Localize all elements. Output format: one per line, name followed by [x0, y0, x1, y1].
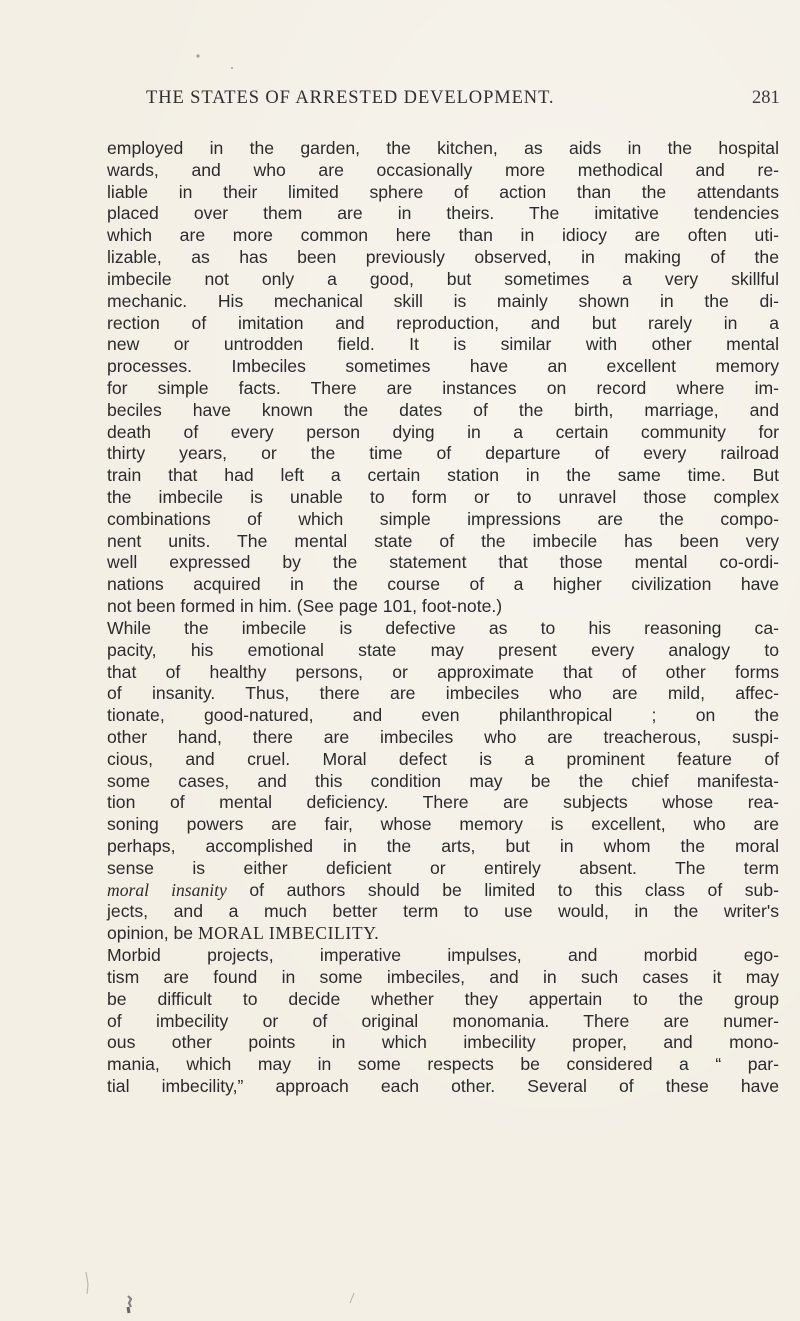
text-line: cious, and cruel. Moral defect is a prominent feature of [107, 748, 779, 769]
ink-speck [86, 1272, 88, 1294]
text-line: of imbecility or of original monomania. There are numer- [107, 1010, 779, 1031]
text-line: nations acquired in the course of a higher civilization have [107, 574, 779, 595]
ink-speck [350, 1293, 354, 1303]
text-line: imbecile not only a good, but sometimes a very skillful [107, 268, 779, 289]
ink-speck [196, 54, 199, 57]
text-line: that of healthy persons, or approximate that of other forms [107, 661, 779, 682]
text-line: rection of imitation and reproduction, and but rarely in a [107, 312, 779, 333]
text-line: which are more common here than in idiocy are often uti- [107, 225, 779, 246]
text-line: new or untrodden field. It is similar with other mental [107, 334, 779, 355]
text-line: liable in their limited sphere of action than the attendants [107, 181, 779, 202]
page-header [0, 85, 800, 115]
text-line: Morbid projects, imperative impulses, and morbid ego- [107, 945, 779, 966]
text-line: other hand, there are imbeciles who are treacherous, suspi- [107, 726, 779, 747]
text-line-prefix: opinion, be [107, 923, 198, 944]
text-line: nent units. The mental state of the imbecile has been very [107, 530, 779, 551]
text-line: perhaps, accomplished in the arts, but in whom the moral [107, 836, 779, 856]
ink-speck [128, 1296, 131, 1307]
text-line-rest: of authors should be limited to this class of sub- [226, 879, 779, 900]
ink-speck [128, 1307, 129, 1313]
text-line: pacity, his emotional state may present every analogy to [107, 639, 779, 660]
text-line: train that had left a certain station in the same time. But [107, 465, 779, 486]
text-line: well expressed by the statement that those mental co-ordi- [107, 552, 779, 573]
text-line: wards, and who are occasionally more methodical and re- [107, 159, 779, 180]
ink-speck [231, 67, 233, 69]
text-line: processes. Imbeciles sometimes have an excellent memory [107, 356, 779, 377]
text-line: lizable, as has been previously observed, in making of the [107, 247, 779, 268]
text-line [107, 923, 779, 945]
text-line: for simple facts. There are instances on record where im- [107, 377, 779, 398]
text-line: of insanity. Thus, there are imbeciles who are mild, affec- [107, 683, 779, 704]
running-head: THE STATES OF ARRESTED DEVELOPMENT. [146, 88, 555, 108]
smallcaps-term-moral-imbecility: MORAL IMBECILITY. [197, 923, 380, 944]
text-line: placed over them are in theirs. The imitative tendencies [107, 203, 779, 224]
text-line: the imbecile is unable to form or to unravel those complex [107, 487, 779, 507]
text-line: tion of mental deficiency. There are subjects whose rea- [107, 792, 779, 813]
text-line: soning powers are fair, whose memory is excellent, who are [107, 814, 779, 835]
text-line: mechanic. His mechanical skill is mainly shown in the di- [107, 290, 779, 311]
text-line: some cases, and this condition may be the chief manifesta- [107, 770, 779, 791]
text-line [107, 880, 779, 902]
text-line: mania, which may in some respects be considered a “ par- [107, 1054, 779, 1075]
text-line: beciles have known the dates of the birth, marriage, and [107, 399, 779, 420]
text-line: sense is either deficient or entirely absent. The term [107, 857, 779, 878]
text-line: be difficult to decide whether they appertain to the group [107, 988, 779, 1009]
page-number: 281 [752, 88, 780, 108]
text-line: employed in the garden, the kitchen, as aids in the hospital [107, 138, 779, 158]
text-line: tial imbecility,” approach each other. Several of these have [107, 1075, 779, 1096]
text-line: jects, and a much better term to use would, in the writer's [107, 901, 779, 922]
text-line: death of every person dying in a certain community for [107, 421, 779, 442]
text-line: not been formed in him. (See page 101, foot-note.) [107, 596, 503, 617]
text-line: combinations of which simple impressions are the compo- [107, 508, 779, 529]
text-line: tism are found in some imbeciles, and in such cases it may [107, 966, 779, 987]
body-text [107, 138, 779, 1098]
text-line: tionate, good-natured, and even philanthropical ; on the [107, 705, 779, 726]
italic-term-moral-insanity: moral insanity [107, 879, 227, 900]
text-line: thirty years, or the time of departure of every railroad [107, 443, 779, 464]
text-line: ous other points in which imbecility proper, and mono- [107, 1032, 779, 1053]
text-line: While the imbecile is defective as to his reasoning ca- [107, 617, 779, 638]
